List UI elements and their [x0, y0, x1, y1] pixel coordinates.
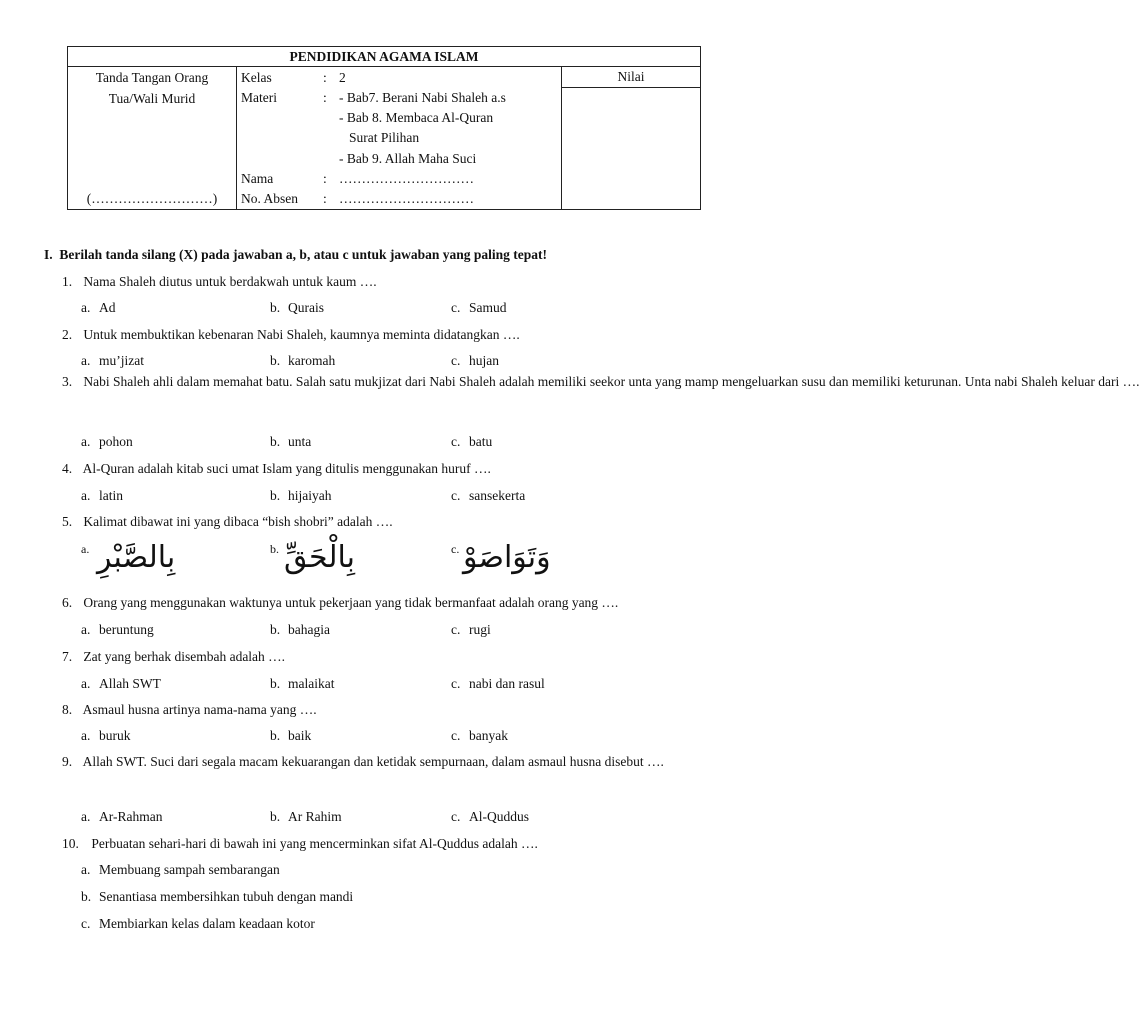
question-number: 1.: [62, 274, 73, 289]
q4-option-b[interactable]: b. hijaiyah: [270, 488, 332, 503]
question-4: 4. Al-Quran adalah kitab suci umat Islam yang ditulis menggunakan huruf ….: [62, 461, 491, 476]
nilai-cell: [562, 67, 701, 210]
q10-option-c[interactable]: c. Membiarkan kelas dalam keadaan kotor: [81, 916, 315, 931]
question-6: 6. Orang yang menggunakan waktunya untuk pekerjaan yang tidak bermanfaat adalah orang yang ….: [62, 595, 619, 610]
q9-option-b[interactable]: b. Ar Rahim: [270, 809, 342, 824]
worksheet-page: PENDIDIKAN AGAMA ISLAM Tanda Tangan Orang Tua/Wali Murid (………………………) Kelas : 2 Materi : - Bab7. Berani Nabi Shaleh a.s - Bab 8. Membaca Al-Quran Surat Pilihan - Bab 9. Allah Maha Suci Nama : ………………………… No. Absen : ………………………… Nilai I. Berilah tanda silang (X) pada jawaban a, b, atau c untuk jawaban yang paling tepat! 1. Nama Shaleh diutus untuk berdakwah untuk kaum …. a. Ad b. Qurais c. Samud 2. Untuk membuktikan kebenaran Nabi Shaleh, kaumnya meminta didatangkan …. a. mu’jizat b. karomah c. hujan 3. Nabi Shaleh ahli dalam memahat batu. Salah satu mukjizat dari Nabi Shaleh adalah memiliki seekor unta yang mamp mengeluarkan susu dan memiliki keturunan. Unta nabi Shaleh keluar dari …. a. pohon b. unta c. batu 4. Al-Quran adalah kitab suci umat Islam yang ditulis menggunakan huruf …. a. latin b. hijaiyah c. sansekerta 5. Kalimat dibawat ini yang dibaca “bish shobri” adalah …. a. بِالصَّبْرِ b. بِالْحَقِّ c. وَتَوَاصَوْ 6. Orang yang menggunakan waktunya untuk pekerjaan yang tidak bermanfaat adalah orang yang …. a. beruntung b. bahagia c. rugi 7. Zat yang berhak disembah adalah …. a. Allah SWT b. malaikat c. nabi dan rasul 8. Asmaul husna artinya nama-nama yang …. a. buruk b. baik c. banyak 9. Allah SWT. Suci dari segala macam kekuarangan dan ketidak sempurnaan, dalam asmaul husna disebut …. a. Ar-Rahman b. Ar Rahim c. Al-Quddus 10. Perbuatan sehari-hari di bawah ini yang mencerminkan sifat Al-Quddus adalah …. a. Membuang sampah sembarangan b. Senantiasa membersihkan tubuh dengan mandi c. Membiarkan kelas dalam keadaan kotor: [0, 0, 768, 1024]
q6-option-c[interactable]: c. rugi: [451, 622, 491, 637]
absen-colon: :: [323, 191, 327, 206]
q3-option-b[interactable]: b. unta: [270, 434, 312, 449]
q2-option-a[interactable]: a. mu’jizat: [81, 353, 144, 368]
materi-item-4: - Bab 9. Allah Maha Suci: [339, 151, 477, 166]
q2-option-c[interactable]: c. hujan: [451, 353, 499, 368]
question-2: 2. Untuk membuktikan kebenaran Nabi Shaleh, kaumnya meminta didatangkan ….: [62, 327, 520, 342]
materi-item-2: - Bab 8. Membaca Al-Quran: [339, 110, 494, 125]
question-1: [62, 274, 377, 290]
absen-field[interactable]: …………………………: [339, 191, 474, 206]
q7-option-b[interactable]: b. malaikat: [270, 676, 335, 691]
q4-option-c[interactable]: c. sansekerta: [451, 488, 526, 503]
question-10: 10. Perbuatan sehari-hari di bawah ini yang mencerminkan sifat Al-Quddus adalah ….: [62, 836, 538, 851]
q6-option-b[interactable]: b. bahagia: [270, 622, 330, 637]
signature-label-line1: Tanda Tangan Orang: [95, 70, 209, 85]
nama-colon: :: [323, 171, 327, 186]
q8-option-b[interactable]: b. baik: [270, 728, 312, 743]
header-table: [67, 46, 701, 210]
nama-field[interactable]: …………………………: [339, 171, 474, 186]
materi-item-1: - Bab7. Berani Nabi Shaleh a.s: [339, 90, 506, 105]
q9-option-c[interactable]: c. Al-Quddus: [451, 809, 529, 824]
q6-option-a[interactable]: a. beruntung: [81, 622, 154, 637]
q8-option-a[interactable]: a. buruk: [81, 728, 131, 743]
q4-option-a[interactable]: a. latin: [81, 488, 123, 503]
subject-title: PENDIDIKAN AGAMA ISLAM: [68, 47, 701, 67]
q1-option-a[interactable]: a. Ad: [81, 300, 116, 315]
question-3: 3. Nabi Shaleh ahli dalam memahat batu. Salah satu mukjizat dari Nabi Shaleh adalah memiliki seekor unta yang mamp mengeluarkan susu dan memiliki keturunan. Unta nabi Shaleh keluar dari ….: [62, 374, 1139, 389]
kelas-colon: :: [323, 70, 327, 85]
signature-line: (………………………): [86, 191, 218, 206]
absen-label: No. Absen: [241, 191, 298, 206]
materi-label: Materi: [241, 90, 277, 105]
section-number: I.: [44, 247, 53, 262]
arabic-bil-haqq: بِالْحَقِّ: [284, 540, 356, 575]
q1-option-b[interactable]: b. Qurais: [270, 300, 324, 315]
q3-option-a[interactable]: a. pohon: [81, 434, 133, 449]
q10-option-b[interactable]: b. Senantiasa membersihkan tubuh dengan mandi: [81, 889, 354, 904]
signature-label-line2: Tua/Wali Murid: [108, 90, 196, 106]
q1-option-c[interactable]: c. Samud: [451, 300, 507, 315]
signature-cell: [68, 67, 237, 210]
question-5: 5. Kalimat dibawat ini yang dibaca “bish shobri” adalah ….: [62, 514, 393, 529]
nilai-label: Nilai: [562, 67, 700, 88]
question-8: 8. Asmaul husna artinya nama-nama yang ….: [62, 702, 317, 717]
q3-option-c[interactable]: c. batu: [451, 434, 493, 449]
q8-option-c[interactable]: c. banyak: [451, 728, 508, 743]
nama-label: Nama: [241, 171, 274, 186]
arabic-watawasau: وَتَوَاصَوْ: [463, 540, 551, 575]
question-9: 9. Allah SWT. Suci dari segala macam kekuarangan dan ketidak sempurnaan, dalam asmaul husna disebut ….: [62, 754, 664, 769]
materi-item-3: Surat Pilihan: [349, 130, 420, 145]
question-7: 7. Zat yang berhak disembah adalah ….: [62, 649, 286, 664]
kelas-label: Kelas: [241, 70, 272, 85]
q10-option-a[interactable]: a. Membuang sampah sembarangan: [81, 862, 280, 877]
q7-option-c[interactable]: c. nabi dan rasul: [451, 676, 545, 691]
materi-colon: :: [323, 90, 327, 105]
q9-option-a[interactable]: a. Ar-Rahman: [81, 809, 163, 824]
question-text: Nama Shaleh diutus untuk berdakwah untuk kaum ….: [83, 274, 377, 289]
q2-option-b[interactable]: b. karomah: [270, 353, 336, 368]
student-info-cell: [237, 67, 562, 210]
section-instruction-text: Berilah tanda silang (X) pada jawaban a, b, atau c untuk jawaban yang paling tepat!: [59, 247, 547, 262]
arabic-bish-shobri: بِالصَّبْرِ: [97, 540, 176, 575]
kelas-value: 2: [339, 70, 346, 85]
section-instruction: [44, 247, 547, 263]
q7-option-a[interactable]: a. Allah SWT: [81, 676, 161, 691]
